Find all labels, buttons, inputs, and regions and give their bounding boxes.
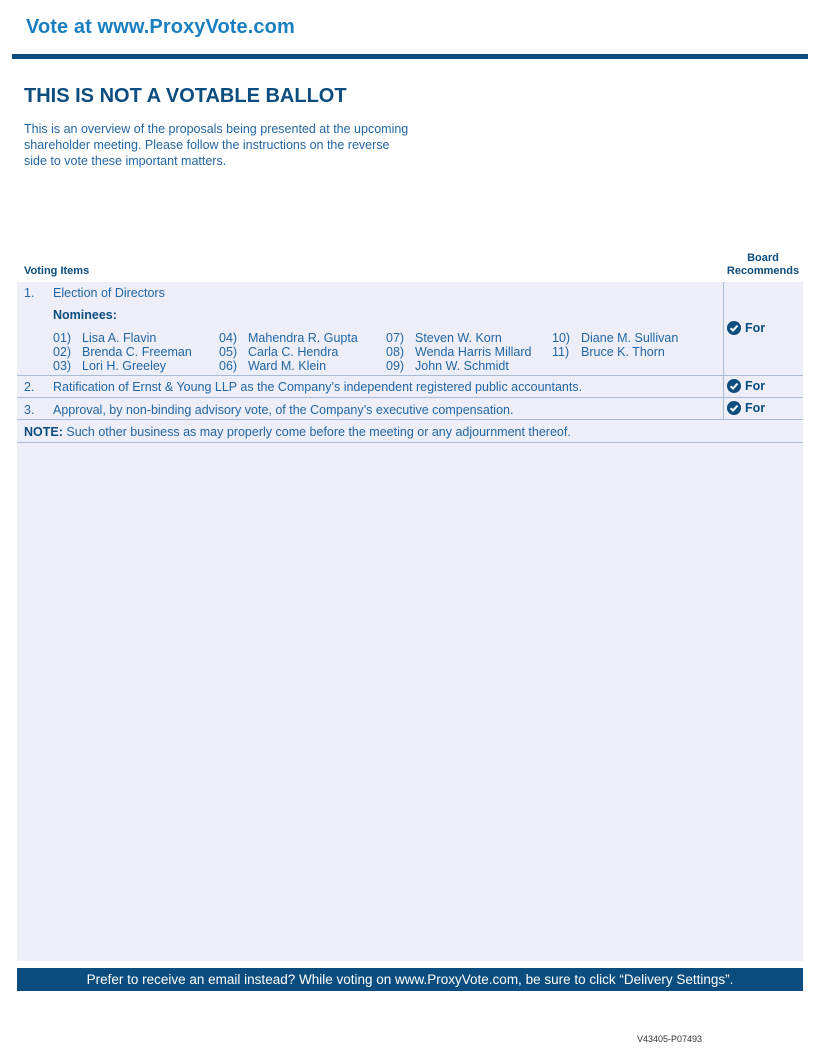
document-code: V43405-P07493 [636,1034,702,1044]
item-number: 3. [24,403,35,417]
recommendation-label: For [745,401,766,415]
check-circle-icon [727,401,741,415]
nominee: 01) Lisa A. Flavin [53,331,157,345]
note-text: Such other business as may properly come before the meeting or any adjournment thereof. [62,425,571,439]
board-recommendation [727,401,765,415]
board-recommends-header [722,252,804,278]
board-recommendation [727,321,765,335]
nominee: 10) Diane M. Sullivan [552,331,679,345]
item-number: 1. [24,286,35,300]
board-recommendation [727,379,765,393]
proxyvote-link[interactable]: Vote at www.ProxyVote.com [26,16,295,38]
note [24,425,571,439]
page-title: THIS IS NOT A VOTABLE BALLOT [24,85,347,107]
board-header-line1: Board [747,252,779,264]
item-text: Ratification of Ernst & Young LLP as the Company’s independent registered public accountants. [53,380,583,394]
nominee: 07) Steven W. Korn [386,331,502,345]
nominee: 09) John W. Schmidt [386,359,509,373]
item-text: Election of Directors [53,286,165,300]
delivery-settings-banner: Prefer to receive an email instead? While voting on www.ProxyVote.com, be sure to click “Delivery Settings”. [17,968,803,991]
intro-paragraph: This is an overview of the proposals being presented at the upcoming shareholder meeting. Please follow the instructions on the reverse side to vote these important matters. [24,122,409,168]
row-divider [17,419,803,420]
nominee: 08) Wenda Harris Millard [386,345,532,359]
nominee: 05) Carla C. Hendra [219,345,339,359]
nominee: 11) Bruce K. Thorn [552,345,665,359]
voting-items-header: Voting Items [24,265,90,277]
recommendation-label: For [745,321,766,335]
item-number: 2. [24,380,35,394]
nominee: 03) Lori H. Greeley [53,359,167,373]
row-divider [17,442,803,443]
item-text: Approval, by non-binding advisory vote, of the Company’s executive compensation. [53,403,514,417]
check-circle-icon [727,379,741,393]
nominee: 04) Mahendra R. Gupta [219,331,358,345]
recommendation-label: For [745,379,766,393]
board-header-line2: Recommends [726,265,800,277]
nominees-label: Nominees: [53,308,117,322]
check-circle-icon [727,321,741,335]
note-label: NOTE: [24,425,63,439]
column-divider [723,282,724,419]
nominee: 06) Ward M. Klein [219,359,327,373]
row-divider [17,397,803,398]
row-divider [17,375,803,376]
nominee: 02) Brenda C. Freeman [53,345,192,359]
header-divider [12,54,808,59]
